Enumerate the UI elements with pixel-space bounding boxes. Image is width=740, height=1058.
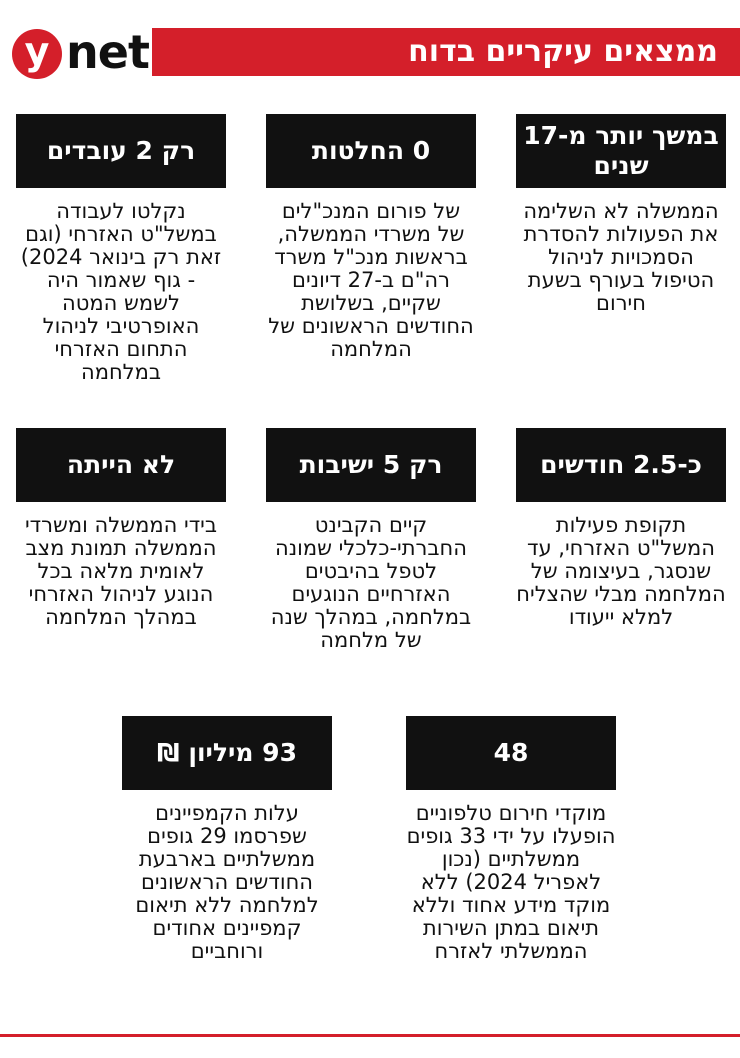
finding-card bbox=[16, 428, 226, 629]
ynet-logo-text: net bbox=[66, 25, 149, 79]
finding-headline: 0 החלטות bbox=[266, 114, 476, 188]
finding-headline: רק 2 עובדים bbox=[16, 114, 226, 188]
finding-headline: לא הייתה bbox=[16, 428, 226, 502]
finding-card bbox=[266, 114, 476, 361]
finding-card bbox=[406, 716, 616, 963]
finding-card bbox=[122, 716, 332, 963]
finding-headline: 48 bbox=[406, 716, 616, 790]
finding-text: תקופת פעילות המשל"ט האזרחי, עד שנסגר, בעיצומה של המלחמה מבלי שהצליח למלא ייעודו bbox=[516, 513, 726, 629]
finding-text: של פורום המנכ"לים של משרדי הממשלה, בראשות מנכ"ל משרד רה"ם ב-27 דיונים שקיים, בשלושת החודשים הראשונים של המלחמה bbox=[268, 199, 474, 361]
finding-card bbox=[266, 428, 476, 652]
finding-card bbox=[516, 428, 726, 629]
page-title: ממצאים עיקריים בדוח bbox=[408, 34, 718, 69]
finding-text: בידי הממשלה ומשרדי הממשלה תמונת מצב לאומית מלאה בכל הנוגע לניהול האזרחי במהלך המלחמה bbox=[24, 513, 217, 629]
finding-headline: 93 מיליון ₪ bbox=[122, 716, 332, 790]
title-bar bbox=[152, 28, 740, 76]
finding-text: מוקדי חירום טלפוניים הופעלו על ידי 33 גופים ממשלתיים (נכון לאפריל 2024) ללא מוקד מידע אחוד וללא תיאום במתן השירות הממשלתי לאזרח bbox=[406, 801, 616, 963]
ynet-logo-y: y bbox=[12, 29, 62, 79]
footer-divider bbox=[0, 1034, 740, 1037]
finding-card bbox=[516, 114, 726, 315]
finding-text: עלות הקמפיינים שפרסמו 29 גופים ממשלתיים בארבעת החודשים הראשונים למלחמה ללא תיאום קמפיינים אחודים ורוחביים bbox=[135, 801, 319, 963]
finding-text: הממשלה לא השלימה את הפעולות להסדרת הסמכויות לניהול הטיפול בעורף בשעת חירום bbox=[523, 199, 719, 315]
finding-text: קיים הקבינט החברתי-כלכלי שמונה לטפל בהיבטים האזרחיים הנוגעים במלחמה, במהלך שנה של מלחמה bbox=[270, 513, 472, 652]
finding-text: נקלטו לעבודה במשל"ט האזרחי (וגם זאת רק בינואר 2024) - גוף שאמור היה לשמש המטה האופרטיבי לניהול התחום האזרחי במלחמה bbox=[20, 199, 222, 384]
header bbox=[0, 24, 740, 80]
finding-card bbox=[16, 114, 226, 384]
finding-headline: כ-2.5 חודשים bbox=[516, 428, 726, 502]
finding-headline: רק 5 ישיבות bbox=[266, 428, 476, 502]
finding-headline: במשך יותר מ-17 שנים bbox=[516, 114, 726, 188]
